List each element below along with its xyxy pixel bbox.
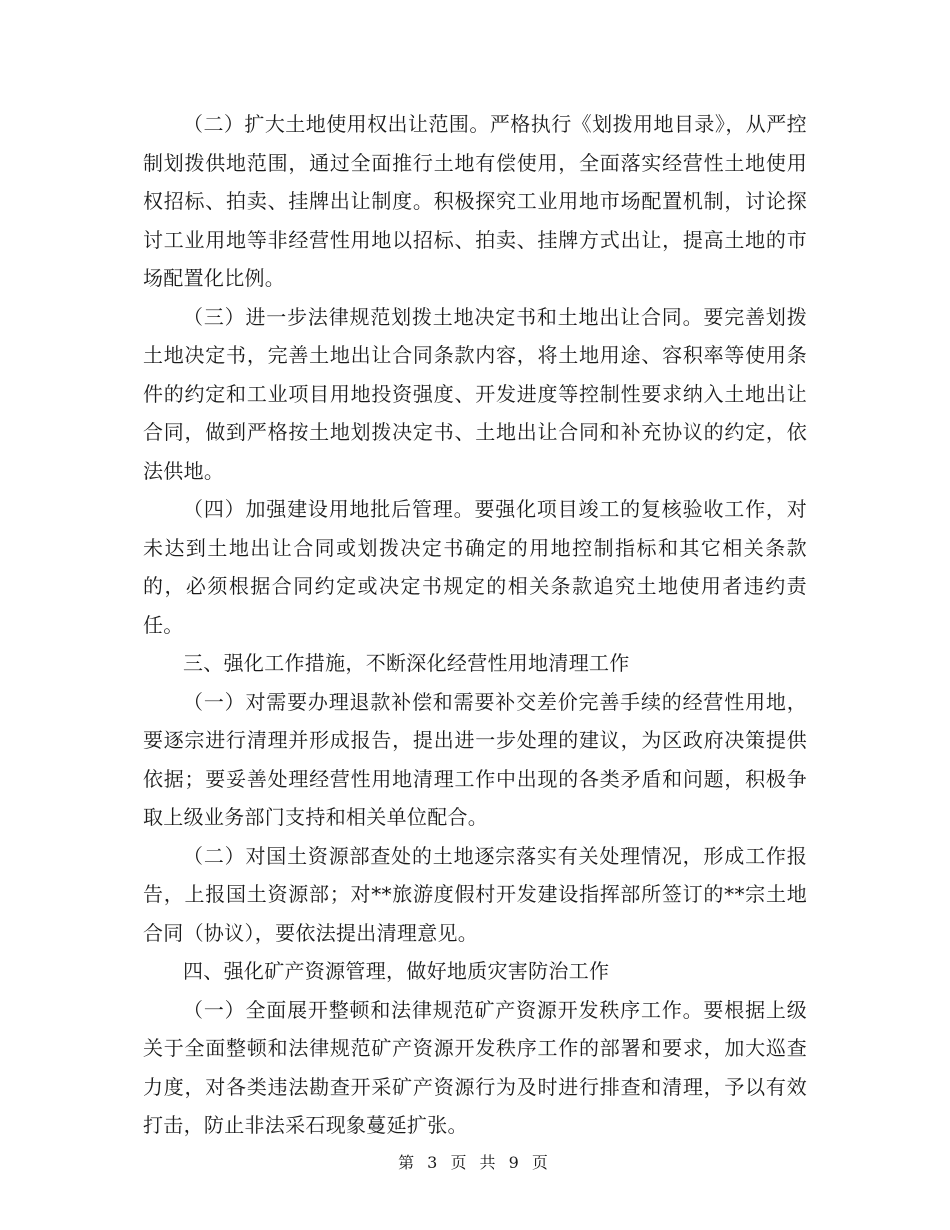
section-heading-three: 三、强化工作措施，不断深化经营性用地清理工作 — [183, 651, 630, 675]
paragraph-refund-compensation: （一）对需要办理退款补偿和需要补交差价完善手续的经营性用地，要逐宗进行清理并形成报告，提出进一步处理的建议，为区政府决策提供依据；要妥善处理经营性用地清理工作中出现的各类矛盾和问题，积极争取上级业务部门支持和相关单位配合。 — [143, 689, 807, 829]
paragraph-standardize-allocation: （三）进一步法律规范划拨土地决定书和土地出让合同。要完善划拨土地决定书，完善土地出让合同条款内容，将土地用途、容积率等使用条件的约定和工业项目用地投资强度、开发进度等控制性要求纳入土地出让合同，做到严格按土地划拨决定书、土地出让合同和补充协议的约定，依法供地。 — [143, 304, 807, 483]
paragraph-expand-land-use-rights: （二）扩大土地使用权出让范围。严格执行《划拨用地目录》，从严控制划拨供地范围，通过全面推行土地有偿使用，全面落实经营性土地使用权招标、拍卖、挂牌出让制度。积极探究工业用地市场配置机制，讨论探讨工业用地等非经营性用地以招标、拍卖、挂牌方式出让，提高土地的市场配置化比例。 — [143, 112, 807, 290]
section-heading-four: 四、强化矿产资源管理，做好地质灾害防治工作 — [183, 959, 610, 983]
paragraph-ministry-investigation: （二）对国土资源部查处的土地逐宗落实有关处理情况，形成工作报告，上报国土资源部；对**旅游度假村开发建设指挥部所签订的**宗土地合同（协议），要依法提出清理意见。 — [143, 843, 807, 945]
paragraph-post-approval-management: （四）加强建设用地批后管理。要强化项目竣工的复核验收工作，对未达到土地出让合同或划拨决定书确定的用地控制指标和其它相关条款的，必须根据合同约定或决定书规定的相关条款追究土地使用者违约责任。 — [143, 497, 807, 637]
page-number-footer: 第 3 页 共 9 页 — [398, 1153, 552, 1172]
paragraph-mineral-order: （一）全面展开整顿和法律规范矿产资源开发秩序工作。要根据上级关于全面整顿和法律规范矿产资源开发秩序工作的部署和要求，加大巡查力度，对各类违法勘查开采矿产资源行为及时进行排查和清理，予以有效打击，防止非法采石现象蔓延扩张。 — [143, 997, 807, 1137]
document-body — [143, 105, 807, 1145]
